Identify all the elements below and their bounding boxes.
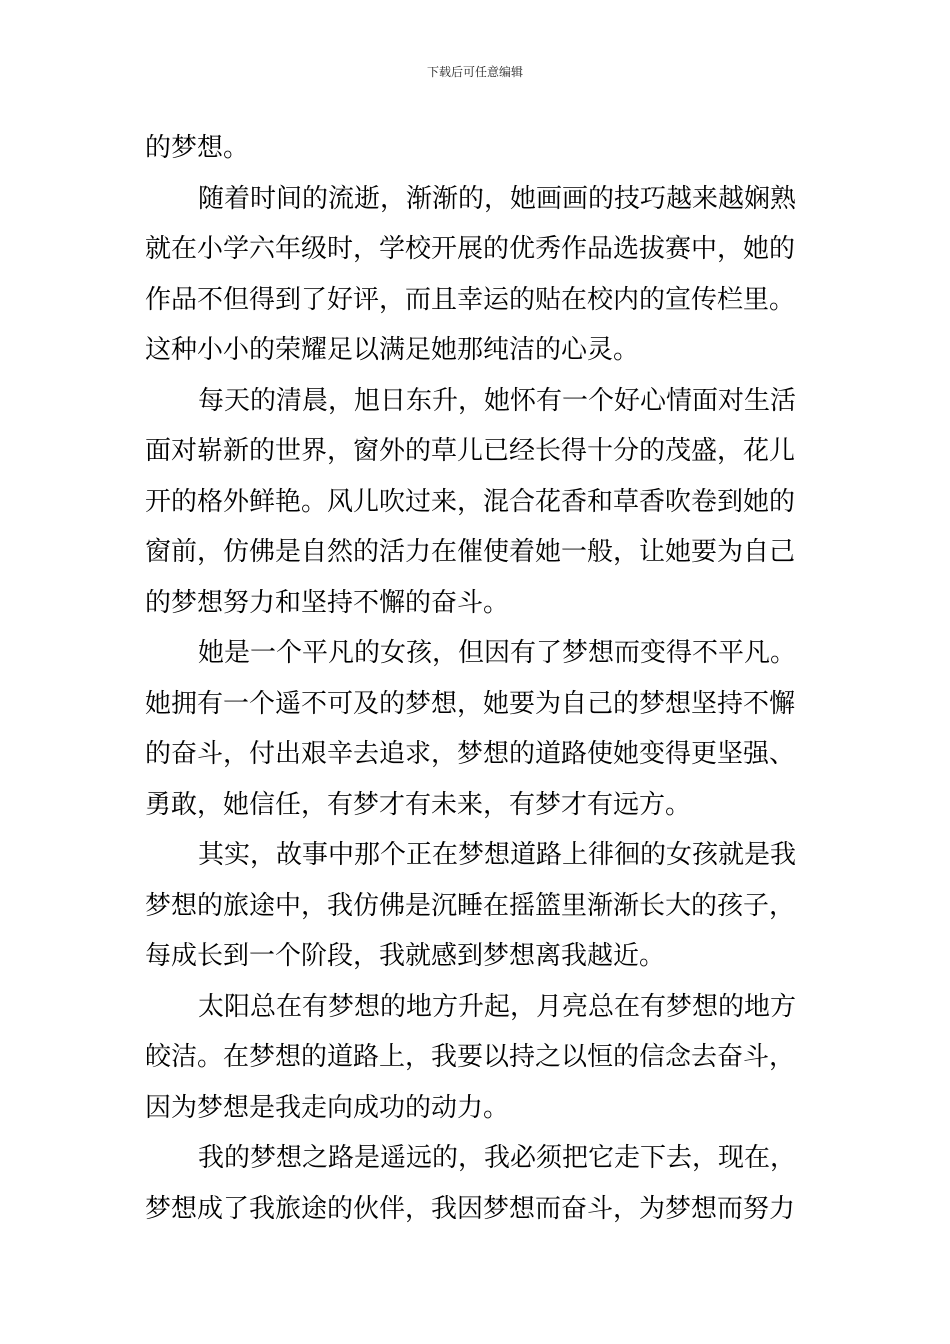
text-line: 面对崭新的世界，窗外的草儿已经长得十分的茂盛，花儿 <box>145 436 796 466</box>
paragraph-start-line: 每天的清晨，旭日东升，她怀有一个好心情面对生活 <box>198 385 797 416</box>
paragraph-start-line: 我的梦想之路是遥远的，我必须把它走下去，现在， <box>198 1143 797 1173</box>
text-line: 这种小小的荣耀足以满足她那纯洁的心灵。 <box>145 335 640 365</box>
text-line: 勇敢，她信任，有梦才有未来，有梦才有远方。 <box>145 789 692 820</box>
page-header: 下载后可任意编辑 <box>426 65 523 79</box>
text-line: 梦想成了我旅途的伙伴，我因梦想而奋斗，为梦想而努力 <box>145 1193 796 1224</box>
text-line: 皎洁。在梦想的道路上，我要以持之以恒的信念去奋斗， <box>145 1042 796 1072</box>
paragraph-start-line: 其实，故事中那个正在梦想道路上徘徊的女孩就是我 <box>198 840 797 870</box>
text-line: 她拥有一个遥不可及的梦想，她要为自己的梦想坚持不懈 <box>145 688 796 719</box>
paragraph-start-line: 太阳总在有梦想的地方升起，月亮总在有梦想的地方 <box>198 991 797 1022</box>
text-line: 每成长到一个阶段，我就感到梦想离我越近。 <box>145 941 666 971</box>
text-line: 作品不但得到了好评，而且幸运的贴在校内的宣传栏里。 <box>145 284 796 315</box>
text-line: 窗前，仿佛是自然的活力在催使着她一般，让她要为自己 <box>145 537 796 567</box>
paragraph-start-line: 随着时间的流逝，渐渐的，她画画的技巧越来越娴熟 <box>198 183 797 214</box>
document-body <box>145 123 810 1234</box>
text-line: 就在小学六年级时，学校开展的优秀作品选拔赛中，她的 <box>145 234 796 264</box>
paragraph-start-line: 她是一个平凡的女孩，但因有了梦想而变得不平凡。 <box>198 638 797 668</box>
text-line: 的奋斗，付出艰辛去追求，梦想的道路使她变得更坚强、 <box>145 739 796 769</box>
text-line: 的梦想。 <box>145 133 250 163</box>
text-line: 开的格外鲜艳。风儿吹过来，混合花香和草香吹卷到她的 <box>145 486 796 517</box>
text-line: 因为梦想是我走向成功的动力。 <box>145 1092 510 1123</box>
text-line: 的梦想努力和坚持不懈的奋斗。 <box>145 587 510 618</box>
text-line: 梦想的旅途中，我仿佛是沉睡在摇篮里渐渐长大的孩子， <box>145 890 796 921</box>
